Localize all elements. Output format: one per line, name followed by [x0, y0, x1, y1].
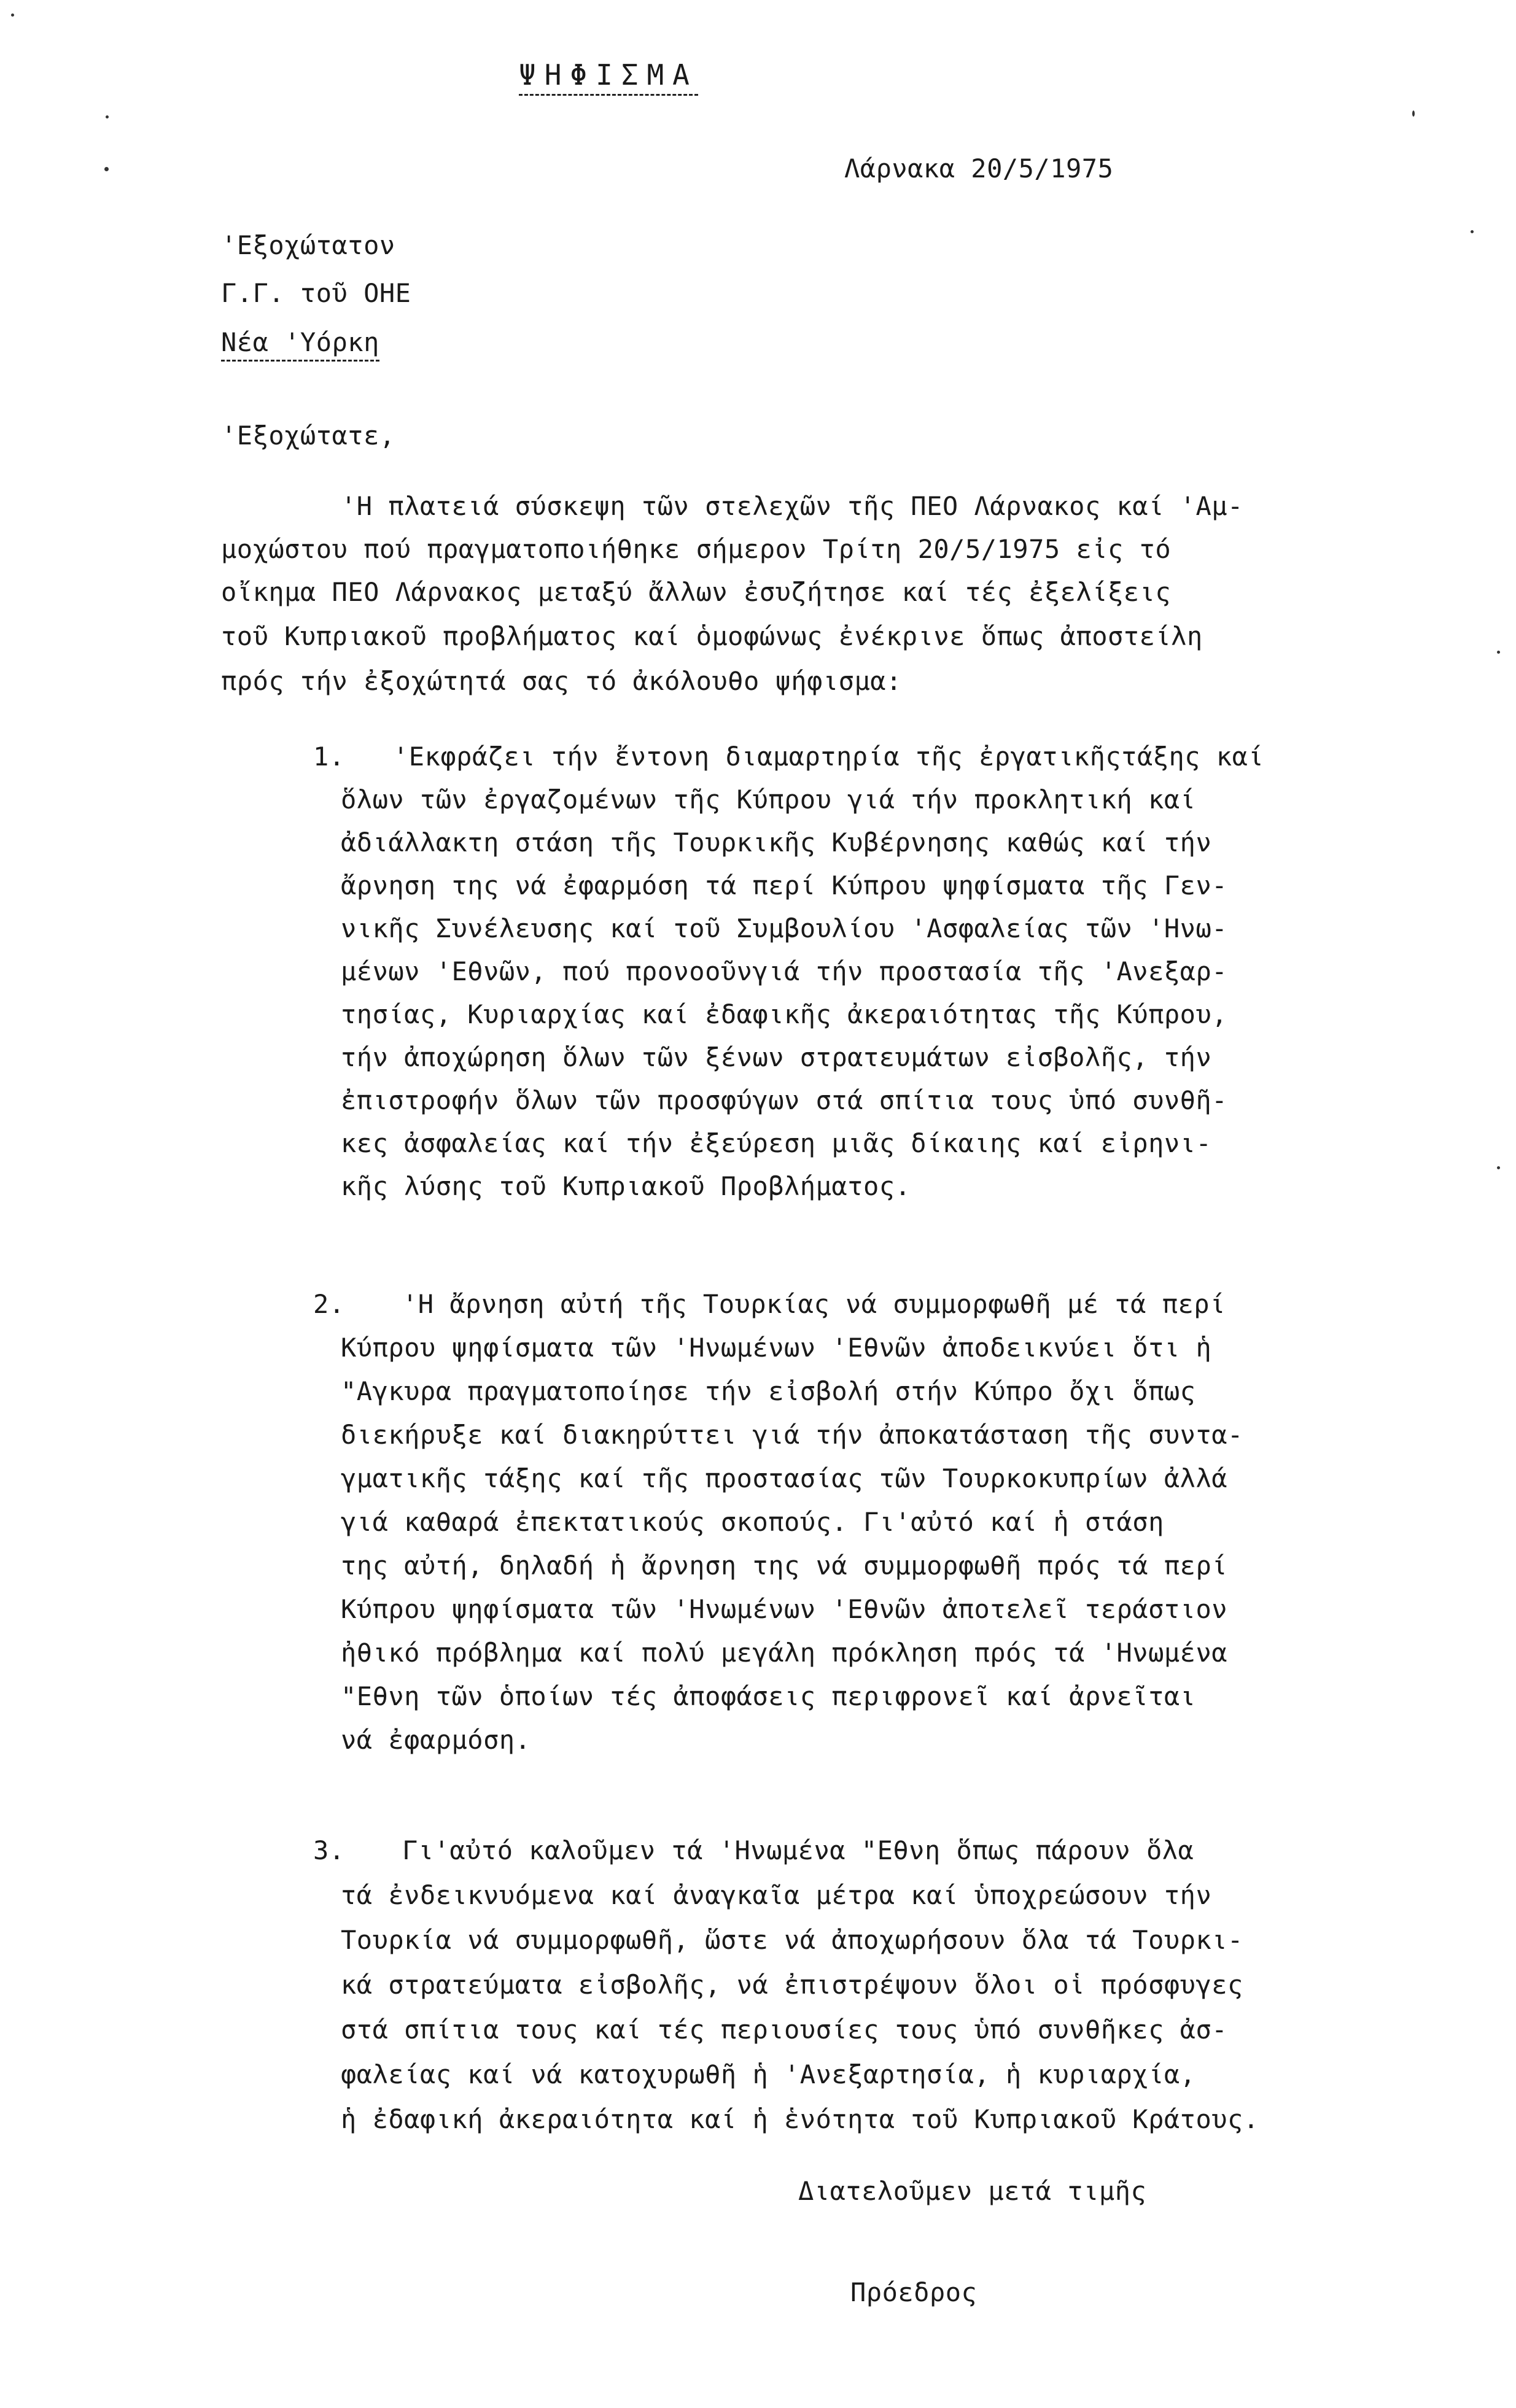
- point-line: 'Η ἄρνηση αὐτή τῆς Τουρκίας νά συμμορφωθῆ μέ τά περί: [402, 1289, 1226, 1319]
- point-line: ἠθικό πρόβλημα καί πολύ μεγάλη πρόκληση πρός τά 'Ηνωμένα: [341, 1638, 1228, 1668]
- point-line: τήν ἀποχώρηση ὅλων τῶν ξένων στρατευμάτων εἰσβολῆς, τήν: [341, 1042, 1212, 1072]
- point-line: της αὐτή, δηλαδή ἡ ἄρνηση της νά συμμορφωθῆ πρός τά περί: [341, 1550, 1228, 1581]
- point-line: "Αγκυρα πραγματοποίησε τήν εἰσβολή στήν Κύπρο ὄχι ὅπως: [341, 1376, 1196, 1406]
- scan-speck: [1412, 110, 1415, 117]
- point-number: 3.: [313, 1835, 345, 1865]
- place-date: Λάρνακα 20/5/1975: [844, 153, 1114, 184]
- intro-line: πρός τήν ἐξοχώτητά σας τό ἀκόλουθο ψήφισμα:: [221, 666, 902, 696]
- point-line: Κύπρου ψηφίσματα τῶν 'Ηνωμένων 'Εθνῶν ἀποτελεῖ τεράστιον: [341, 1594, 1228, 1624]
- recipient-line-1: 'Εξοχώτατον: [221, 230, 395, 260]
- intro-line: 'Η πλατειά σύσκεψη τῶν στελεχῶν τῆς ΠΕΟ Λάρνακος καί 'Αμ-: [341, 491, 1243, 521]
- point-line: ἄρνηση της νά ἐφαρμόση τά περί Κύπρου ψηφίσματα τῆς Γεν-: [341, 870, 1228, 900]
- point-number: 1.: [313, 741, 345, 772]
- point-line: 'Εκφράζει τήν ἔντονη διαμαρτηρία τῆς ἐργατικῆςτάξης καί: [393, 741, 1264, 772]
- signature-role: Πρόεδρος: [850, 2277, 978, 2307]
- point-line: γιά καθαρά ἐπεκτατικούς σκοπούς. Γι'αὐτό καί ἡ στάση: [341, 1507, 1164, 1537]
- point-line: στά σπίτια τους καί τές περιουσίες τους ὑπό συνθῆκες ἀσ-: [341, 2015, 1228, 2045]
- point-line: Γι'αὐτό καλοῦμεν τά 'Ηνωμένα "Εθνη ὅπως πάρουν ὅλα: [402, 1835, 1194, 1865]
- intro-line: οἴκημα ΠΕΟ Λάρνακος μεταξύ ἄλλων ἐσυζήτησε καί τές ἐξελίξεις: [221, 577, 1172, 607]
- closing-formula: Διατελοῦμεν μετά τιμῆς: [798, 2176, 1147, 2206]
- point-number: 2.: [313, 1289, 345, 1319]
- point-line: κες ἀσφαλείας καί τήν ἐξεύρεση μιᾶς δίκαιης καί εἰρηνι-: [341, 1128, 1212, 1158]
- point-line: Κύπρου ψηφίσματα τῶν 'Ηνωμένων 'Εθνῶν ἀποδεικνύει ὅτι ἡ: [341, 1333, 1212, 1363]
- point-line: νικῆς Συνέλευσης καί τοῦ Συμβουλίου 'Ασφαλείας τῶν 'Ηνω-: [341, 913, 1228, 943]
- point-line: γματικῆς τάξης καί τῆς προστασίας τῶν Τουρκοκυπρίων ἀλλά: [341, 1463, 1228, 1493]
- point-line: τά ἐνδεικνυόμενα καί ἀναγκαῖα μέτρα καί ὑποχρεώσουν τήν: [341, 1880, 1212, 1910]
- point-line: κῆς λύσης τοῦ Κυπριακοῦ Προβλήματος.: [341, 1171, 911, 1201]
- scan-speck: [11, 14, 14, 17]
- document-title: [519, 56, 698, 93]
- point-line: φαλείας καί νά κατοχυρωθῆ ἡ 'Ανεξαρτησία, ἡ κυριαρχία,: [341, 2059, 1196, 2089]
- intro-line: τοῦ Κυπριακοῦ προβλήματος καί ὁμοφώνως ἐνέκρινε ὅπως ἀποστείλη: [221, 621, 1203, 651]
- recipient-line-3: [221, 324, 379, 361]
- document-title-text: ΨΗΦΙΣΜΑ: [519, 58, 698, 96]
- point-line: διεκήρυξε καί διακηρύττει γιά τήν ἀποκατάσταση τῆς συντα-: [341, 1420, 1243, 1450]
- scan-speck: [1471, 230, 1474, 233]
- point-line: κά στρατεύματα εἰσβολῆς, νά ἐπιστρέψουν ὅλοι οἱ πρόσφυγες: [341, 1970, 1243, 2000]
- point-line: ὅλων τῶν ἐργαζομένων τῆς Κύπρου γιά τήν προκλητική καί: [341, 784, 1196, 815]
- point-line: ἀδιάλλακτη στάση τῆς Τουρκικῆς Κυβέρνησης καθώς καί τήν: [341, 827, 1212, 858]
- scan-speck: [1497, 1166, 1500, 1169]
- point-line: ἐπιστροφήν ὅλων τῶν προσφύγων στά σπίτια τους ὑπό συνθῆ-: [341, 1085, 1228, 1115]
- scan-speck: [1497, 651, 1500, 654]
- intro-line: μοχώστου πού πραγματοποιήθηκε σήμερον Τρίτη 20/5/1975 εἰς τό: [221, 534, 1172, 564]
- point-line: μένων 'Εθνῶν, πού προνοοῦνγιά τήν προστασία τῆς 'Ανεξαρ-: [341, 956, 1228, 986]
- point-line: νά ἐφαρμόση.: [341, 1725, 531, 1755]
- point-line: Τουρκία νά συμμορφωθῆ, ὥστε νά ἀποχωρήσουν ὅλα τά Τουρκι-: [341, 1925, 1243, 1955]
- salutation: 'Εξοχώτατε,: [221, 420, 395, 451]
- scan-speck: [106, 115, 109, 118]
- point-line: τησίας, Κυριαρχίας καί ἐδαφικῆς ἀκεραιότητας τῆς Κύπρου,: [341, 999, 1228, 1029]
- point-line: ἡ ἐδαφική ἀκεραιότητα καί ἡ ἑνότητα τοῦ Κυπριακοῦ Κράτους.: [341, 2104, 1259, 2134]
- point-line: "Εθνη τῶν ὁποίων τές ἀποφάσεις περιφρονεῖ καί ἀρνεῖται: [341, 1681, 1196, 1711]
- recipient-line-2: Γ.Γ. τοῦ ΟΗΕ: [221, 278, 411, 308]
- scan-speck: [104, 167, 109, 171]
- recipient-city: Νέα 'Υόρκη: [221, 327, 379, 362]
